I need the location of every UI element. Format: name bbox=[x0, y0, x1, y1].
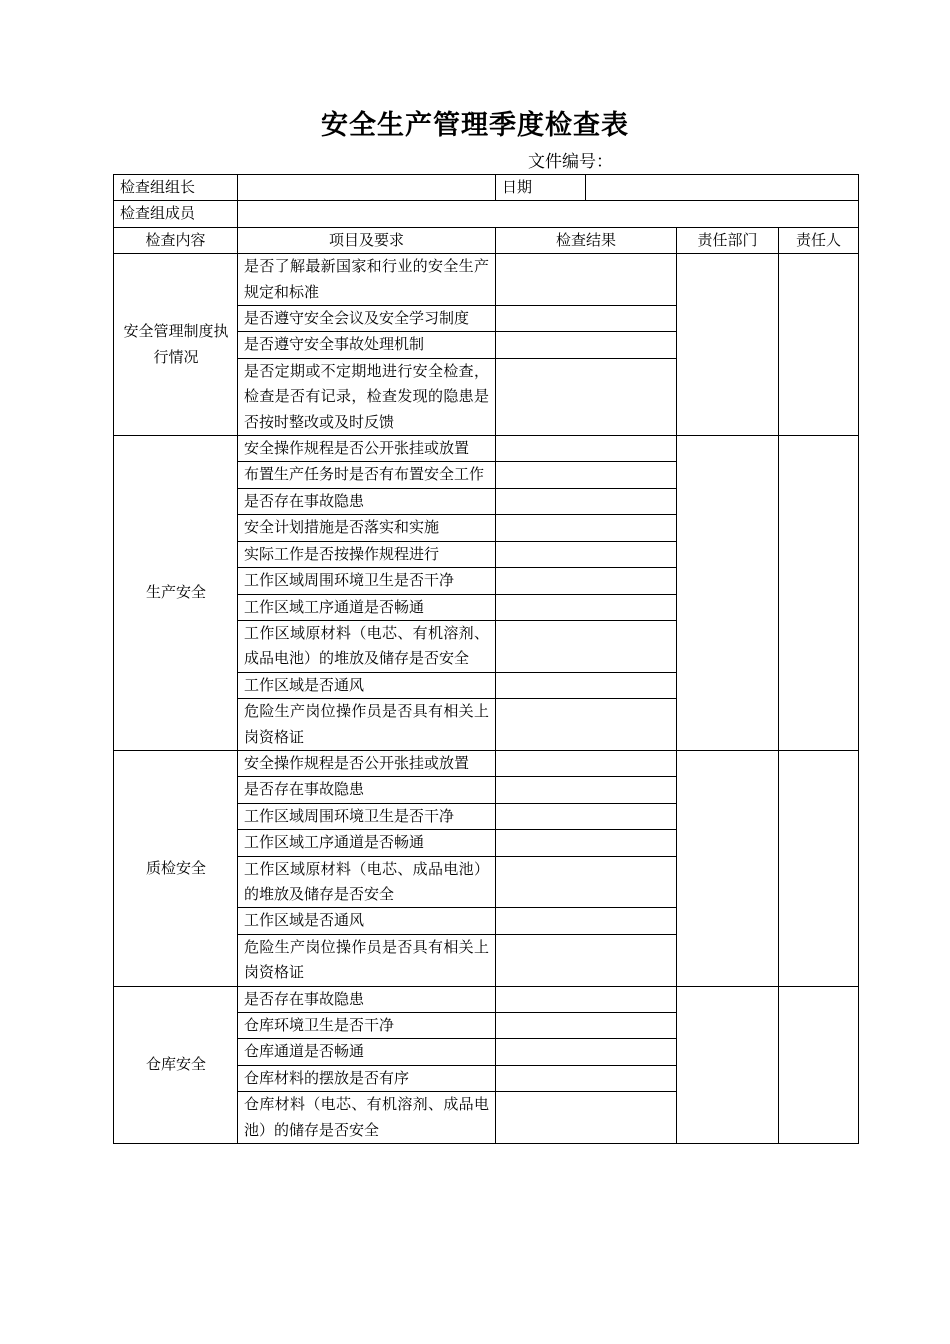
requirement-cell: 仓库材料的摆放是否有序 bbox=[238, 1065, 496, 1091]
requirement-cell: 仓库环境卫生是否干净 bbox=[238, 1013, 496, 1039]
requirement-cell: 是否存在事故隐患 bbox=[238, 777, 496, 803]
requirement-cell: 工作区域周围环境卫生是否干净 bbox=[238, 803, 496, 829]
requirement-cell: 安全计划措施是否落实和实施 bbox=[238, 515, 496, 541]
category-cell bbox=[114, 750, 238, 986]
members-row bbox=[114, 201, 859, 227]
requirement-cell: 工作区域原材料（电芯、成品电池）的堆放及储存是否安全 bbox=[238, 856, 496, 908]
result-cell[interactable] bbox=[496, 803, 677, 829]
col-header-department: 责任部门 bbox=[677, 227, 779, 253]
requirement-cell: 是否遵守安全会议及安全学习制度 bbox=[238, 306, 496, 332]
table-row bbox=[114, 254, 859, 306]
result-cell[interactable] bbox=[496, 1092, 677, 1144]
requirement-cell: 仓库通道是否畅通 bbox=[238, 1039, 496, 1065]
result-cell[interactable] bbox=[496, 568, 677, 594]
leader-value-cell[interactable] bbox=[238, 175, 496, 201]
date-value-cell[interactable] bbox=[586, 175, 859, 201]
requirement-cell: 实际工作是否按操作规程进行 bbox=[238, 541, 496, 567]
requirement-cell: 危险生产岗位操作员是否具有相关上岗资格证 bbox=[238, 934, 496, 986]
result-cell[interactable] bbox=[496, 332, 677, 358]
col-header-result: 检查结果 bbox=[496, 227, 677, 253]
result-cell[interactable] bbox=[496, 908, 677, 934]
col-header-content: 检查内容 bbox=[114, 227, 238, 253]
leader-row bbox=[114, 175, 859, 201]
result-cell[interactable] bbox=[496, 1039, 677, 1065]
table-row bbox=[114, 436, 859, 462]
col-header-person: 责任人 bbox=[779, 227, 859, 253]
requirement-cell: 安全操作规程是否公开张挂或放置 bbox=[238, 750, 496, 776]
category-label: 生产安全 bbox=[145, 583, 206, 602]
requirement-cell: 是否定期或不定期地进行安全检查，检查是否有记录，检查发现的隐患是否按时整改或及时反馈 bbox=[238, 358, 496, 435]
members-label: 检查组成员 bbox=[114, 201, 238, 227]
col-header-item: 项目及要求 bbox=[238, 227, 496, 253]
requirement-cell: 是否存在事故隐患 bbox=[238, 986, 496, 1012]
column-header-row bbox=[114, 227, 859, 253]
form-title: 安全生产管理季度检查表 bbox=[321, 110, 629, 141]
result-cell[interactable] bbox=[496, 777, 677, 803]
person-cell[interactable] bbox=[779, 750, 859, 986]
category-cell bbox=[114, 436, 238, 751]
requirement-cell: 安全操作规程是否公开张挂或放置 bbox=[238, 436, 496, 462]
result-cell[interactable] bbox=[496, 934, 677, 986]
result-cell[interactable] bbox=[496, 699, 677, 751]
category-label: 质检安全 bbox=[145, 858, 206, 877]
result-cell[interactable] bbox=[496, 358, 677, 435]
requirement-cell: 工作区域原材料（电芯、有机溶剂、成品电池）的堆放及储存是否安全 bbox=[238, 620, 496, 672]
department-cell[interactable] bbox=[677, 750, 779, 986]
result-cell[interactable] bbox=[496, 750, 677, 776]
requirement-cell: 工作区域是否通风 bbox=[238, 908, 496, 934]
table-row bbox=[114, 986, 859, 1012]
requirement-cell: 布置生产任务时是否有布置安全工作 bbox=[238, 462, 496, 488]
department-cell[interactable] bbox=[677, 254, 779, 436]
result-cell[interactable] bbox=[496, 1013, 677, 1039]
result-cell[interactable] bbox=[496, 830, 677, 856]
result-cell[interactable] bbox=[496, 672, 677, 698]
result-cell[interactable] bbox=[496, 856, 677, 908]
person-cell[interactable] bbox=[779, 436, 859, 751]
category-cell bbox=[114, 254, 238, 436]
requirement-cell: 是否了解最新国家和行业的安全生产规定和标准 bbox=[238, 254, 496, 306]
result-cell[interactable] bbox=[496, 515, 677, 541]
inspection-table bbox=[113, 174, 859, 1144]
result-cell[interactable] bbox=[496, 594, 677, 620]
person-cell[interactable] bbox=[779, 986, 859, 1143]
requirement-cell: 是否存在事故隐患 bbox=[238, 488, 496, 514]
requirement-cell: 仓库材料（电芯、有机溶剂、成品电池）的储存是否安全 bbox=[238, 1092, 496, 1144]
requirement-cell: 工作区域工序通道是否畅通 bbox=[238, 594, 496, 620]
result-cell[interactable] bbox=[496, 1065, 677, 1091]
requirement-cell: 工作区域周围环境卫生是否干净 bbox=[238, 568, 496, 594]
requirement-cell: 工作区域工序通道是否畅通 bbox=[238, 830, 496, 856]
category-label: 安全管理制度执行情况 bbox=[123, 322, 229, 366]
table-row bbox=[114, 750, 859, 776]
requirement-cell: 危险生产岗位操作员是否具有相关上岗资格证 bbox=[238, 699, 496, 751]
requirement-cell: 是否遵守安全事故处理机制 bbox=[238, 332, 496, 358]
leader-label: 检查组组长 bbox=[114, 175, 238, 201]
members-value-cell[interactable] bbox=[238, 201, 859, 227]
result-cell[interactable] bbox=[496, 306, 677, 332]
document-number-label: 文件编号： bbox=[528, 152, 613, 172]
result-cell[interactable] bbox=[496, 986, 677, 1012]
result-cell[interactable] bbox=[496, 462, 677, 488]
department-cell[interactable] bbox=[677, 986, 779, 1143]
category-label: 仓库安全 bbox=[145, 1055, 206, 1074]
result-cell[interactable] bbox=[496, 488, 677, 514]
category-cell bbox=[114, 986, 238, 1143]
date-label: 日期 bbox=[496, 175, 586, 201]
person-cell[interactable] bbox=[779, 254, 859, 436]
result-cell[interactable] bbox=[496, 620, 677, 672]
department-cell[interactable] bbox=[677, 436, 779, 751]
result-cell[interactable] bbox=[496, 254, 677, 306]
result-cell[interactable] bbox=[496, 436, 677, 462]
requirement-cell: 工作区域是否通风 bbox=[238, 672, 496, 698]
result-cell[interactable] bbox=[496, 541, 677, 567]
